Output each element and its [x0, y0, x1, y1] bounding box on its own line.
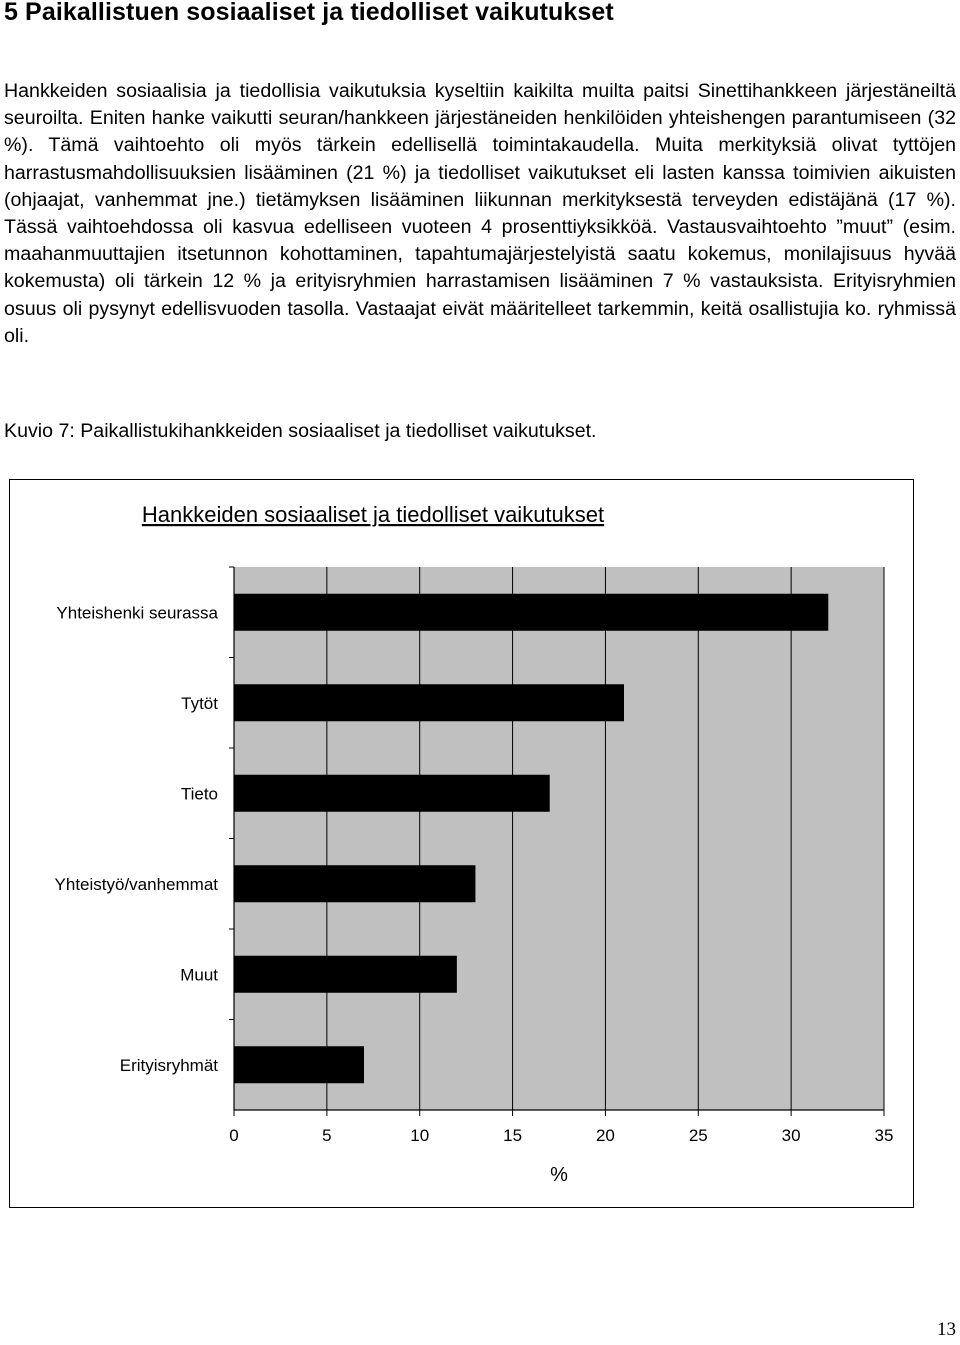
x-tick-label: 35 — [874, 1126, 894, 1145]
x-tick-label: 30 — [781, 1126, 801, 1145]
page-number: 13 — [937, 1319, 956, 1340]
x-tick-label: 5 — [322, 1126, 332, 1145]
plot-area — [234, 567, 884, 1110]
x-axis-label: % — [550, 1164, 568, 1186]
bar — [234, 775, 550, 812]
category-label: Erityisryhmät — [119, 1055, 218, 1075]
category-label: Tytöt — [181, 693, 218, 713]
chart-frame — [9, 479, 914, 1208]
category-label: Yhteistyö/vanhemmat — [54, 874, 218, 894]
x-tick-label: 0 — [229, 1126, 239, 1145]
x-tick-label: 10 — [410, 1126, 430, 1145]
bar — [234, 956, 457, 993]
category-label: Yhteishenki seurassa — [56, 603, 218, 623]
section-heading: 5 Paikallistuen sosiaaliset ja tiedolliset vaikutukset — [4, 0, 614, 26]
bar — [234, 1046, 364, 1083]
category-label: Muut — [180, 965, 218, 985]
x-tick-label: 25 — [688, 1126, 708, 1145]
bar — [234, 594, 828, 631]
x-tick-label: 20 — [595, 1126, 615, 1145]
bar — [234, 684, 624, 721]
figure-caption: Kuvio 7: Paikallistukihankkeiden sosiaaliset ja tiedolliset vaikutukset. — [4, 420, 597, 442]
chart-title: Hankkeiden sosiaaliset ja tiedolliset vaikutukset — [141, 502, 605, 527]
bar-chart — [10, 480, 913, 1207]
bar — [234, 865, 475, 902]
body-paragraph: Hankkeiden sosiaalisia ja tiedollisia vaikutuksia kyseltiin kaikilta muilta paitsi Sinettihankkeen järjestäneiltä seuroilta. Eniten hanke vaikutti seuran/hankkeen järjestäneiden henkilöiden yhteishengen parantumiseen (32 %). Tämä vaihtoehto oli myös tärkein edellisellä toimintakaudella. Muita merkityksiä olivat tyttöjen harrastusmahdollisuuksien lisääminen (21 %) ja tiedolliset vaikutukset eli lasten kanssa toimivien aikuisten (ohjaajat, vanhemmat jne.) tietämyksen lisääminen liikunnan merkityksestä terveyden edistäjänä (17 %). Tässä vaihtoehdossa oli kasvua edelliseen vuoteen 4 prosenttiyksikköä. Vastausvaihtoehto ”muut” (esim. maahanmuuttajien itsetunnon kohottaminen, tapahtumajärjestelyistä saatu kokemus, monilajisuus hyvää kokemusta) oli tärkein 12 % ja erityisryhmien harrastamisen lisääminen 7 % vastauksista. Erityisryhmien osuus oli pysynyt edellisvuoden tasolla. Vastaajat eivät määritelleet tarkemmin, keitä osallistujia ko. ryhmissä oli. — [4, 80, 956, 347]
x-tick-label: 15 — [503, 1126, 523, 1145]
category-label: Tieto — [180, 784, 218, 804]
